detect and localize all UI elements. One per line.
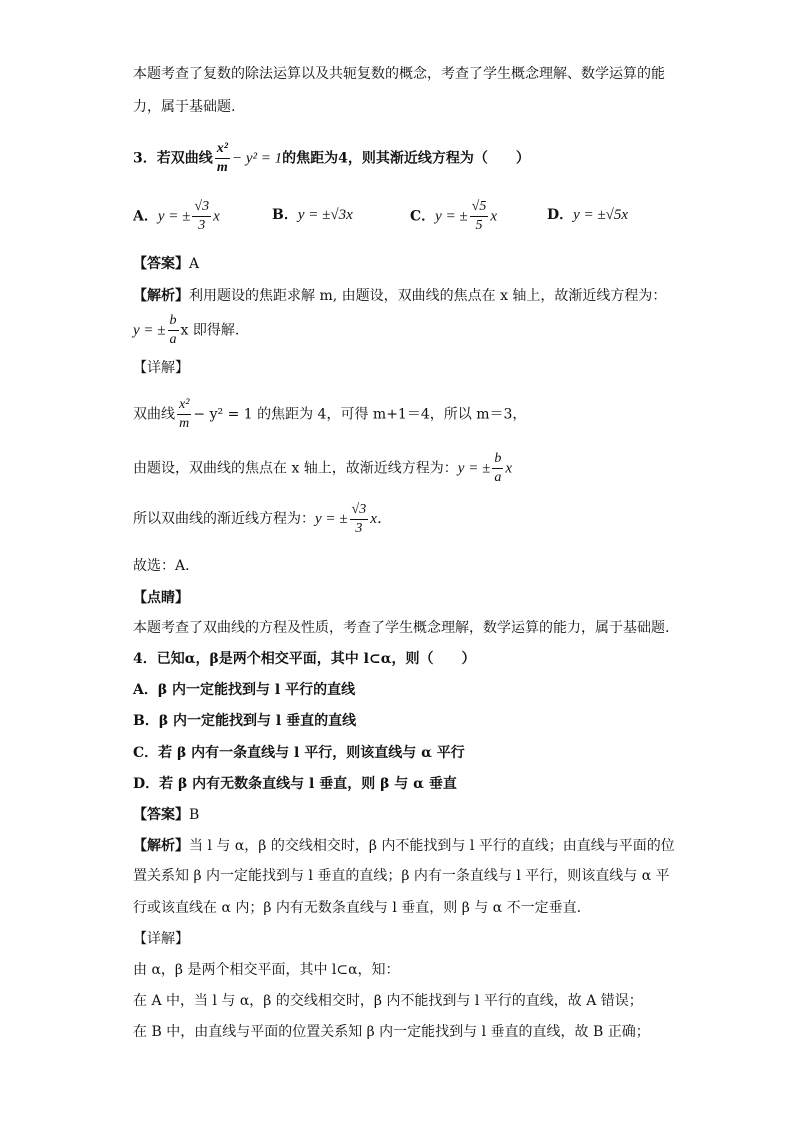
q4-option-a: A．β 内一定能找到与 l 平行的直线 (133, 682, 356, 698)
q3-detail-line-1: 双曲线 $\frac{\text{x²}}{m}$ − y² = 1 的焦距为 4，可得 m+1＝4，所以 m＝3， (133, 397, 527, 431)
q3-comment: 本题考查了双曲线的方程及性质，考查了学生概念理解，数学运算的能力，属于基础题. (133, 620, 670, 636)
q3-analysis-line-1: 【解析】利用题设的焦距求解 m, 由题设，双曲线的焦点在 x 轴上，故渐近线方程为： (133, 288, 667, 304)
q4-option-c: C．若 β 内有一条直线与 l 平行，则该直线与 α 平行 (133, 745, 465, 761)
q3-stem: 3．若双曲线 $\frac{\text{x²}}{m}$ − y² = 1的焦距为4，则其渐近线方程为（ ） (133, 141, 530, 175)
intro-line-1: 本题考查了复数的除法运算以及共轭复数的概念，考查了学生概念理解、数学运算的能 (133, 66, 665, 82)
q3-option-c: C．y = ± $\frac{√5}{5}$ x (410, 199, 498, 233)
q3-detail-line-4: 故选：A． (133, 558, 200, 574)
q4-stem: 4．已知α，β是两个相交平面，其中 l⊂α，则（ ） (133, 651, 476, 667)
q4-detail-line-3: 在 B 中，由直线与平面的位置关系知 β 内一定能找到与 l 垂直的直线，故 B 正确； (133, 1024, 650, 1040)
q3-option-b: B．y = ±√3x (272, 207, 353, 223)
q3-detail-line-2: 由题设，双曲线的焦点在 x 轴上，故渐近线方程为：y = ± $\frac{b}{a}$ x (133, 451, 512, 485)
q3-detail-line-3: 所以双曲线的渐近线方程为：y = ± $\frac{√3}{3}$ x． (133, 501, 392, 536)
intro-line-2: 力，属于基础题. (133, 99, 236, 115)
q4-detail-line-1: 由 α，β 是两个相交平面，其中 l⊂α，知： (133, 962, 400, 978)
q4-answer: 【答案】B (133, 807, 200, 823)
q3-option-a: A．y = ± $\frac{√3}{3}$ x (133, 199, 220, 233)
q4-analysis-line-1: 【解析】当 l 与 α，β 的交线相交时，β 内不能找到与 l 平行的直线；由直线与平面的位 (133, 838, 675, 854)
q4-option-b: B．β 内一定能找到与 l 垂直的直线 (133, 713, 357, 729)
q4-detail-tag: 【详解】 (133, 931, 189, 947)
q3-detail-tag: 【详解】 (133, 360, 189, 376)
q3-option-d: D．y = ±√5x (547, 207, 629, 223)
q4-analysis-line-3: 行或该直线在 α 内；β 内有无数条直线与 l 垂直，则 β 与 α 不一定垂直. (133, 900, 582, 916)
q3-stem-fraction: $\frac{\text{x²}}{m}$ (216, 141, 228, 175)
q3-answer: 【答案】A (133, 256, 200, 272)
q3-analysis-line-2: y = ± $\frac{b}{a}$ x 即得解. (133, 313, 240, 347)
q4-detail-line-2: 在 A 中，当 l 与 α，β 的交线相交时，β 内不能找到与 l 平行的直线，故 A 错误； (133, 993, 643, 1009)
q4-analysis-line-2: 置关系知 β 内一定能找到与 l 垂直的直线；β 内有一条直线与 l 平行，则该直线与 α 平 (133, 868, 670, 884)
q3-comment-tag: 【点睛】 (133, 590, 189, 606)
q4-option-d: D．若 β 内有无数条直线与 l 垂直，则 β 与 α 垂直 (133, 776, 457, 792)
